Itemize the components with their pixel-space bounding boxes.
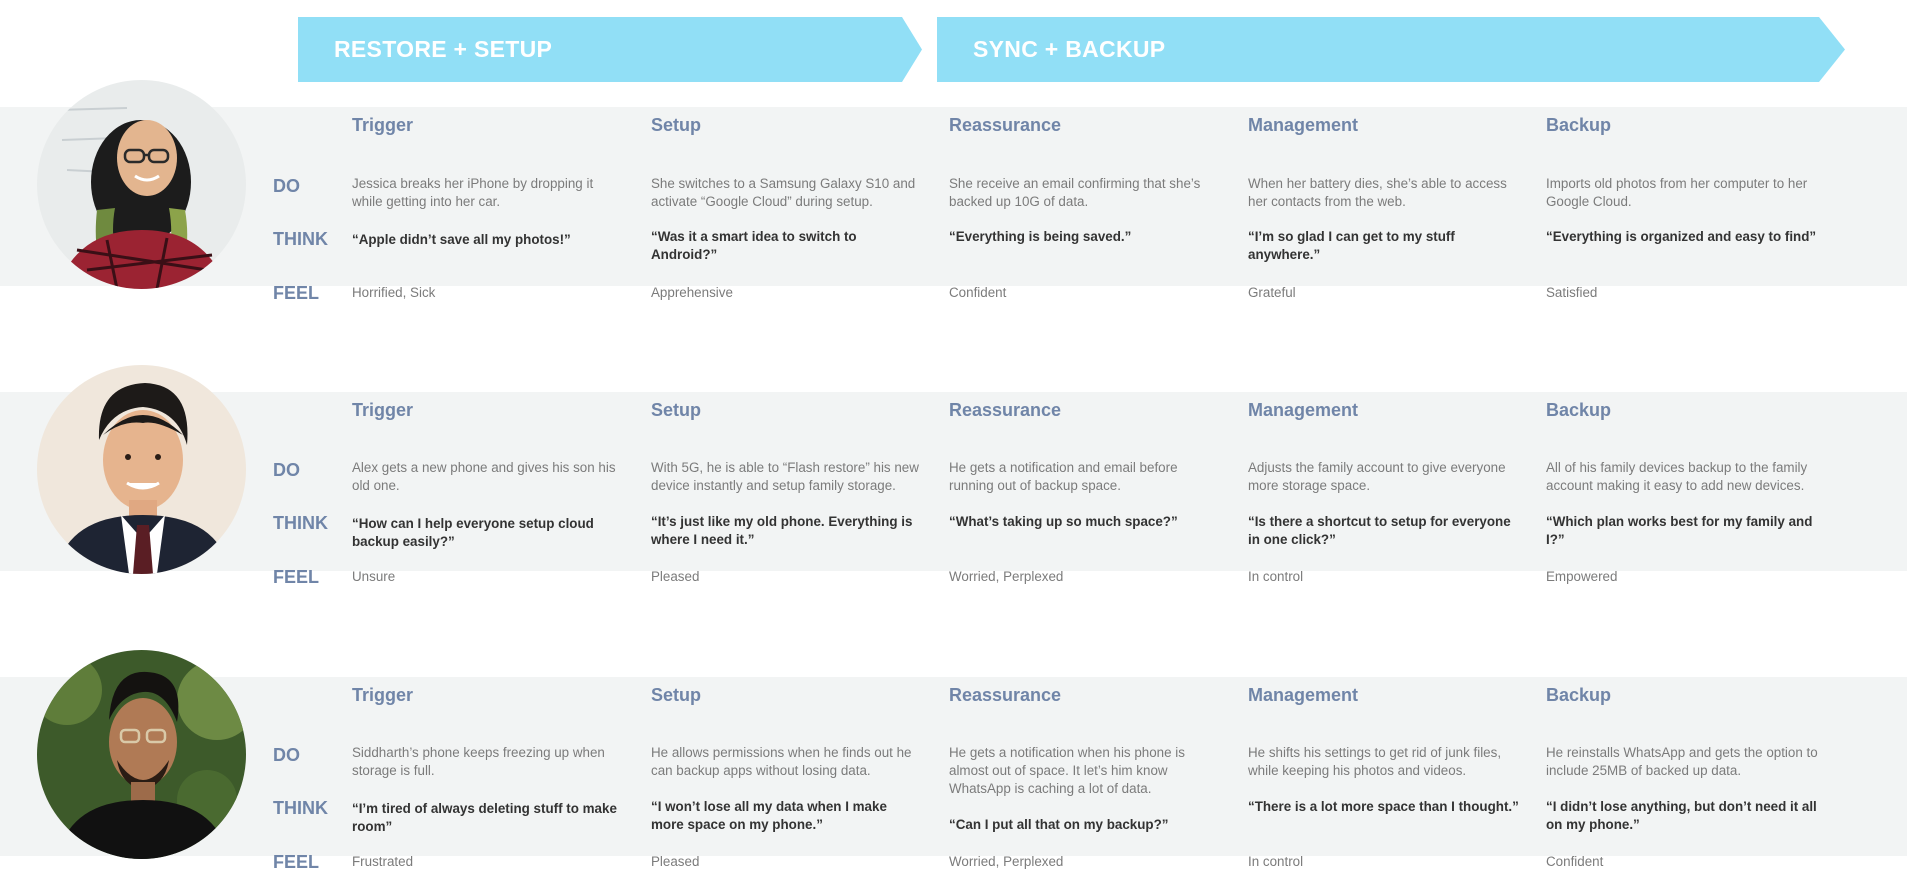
think-quote: “I’m so glad I can get to my stuff anywhere.” <box>1248 229 1455 262</box>
think-quote: “I didn’t lose anything, but don’t need it all on my phone.” <box>1546 799 1817 832</box>
do-text: All of his family devices backup to the family account making it easy to add new devices. <box>1546 460 1808 493</box>
stage-title: Backup <box>1546 400 1612 420</box>
do-text: When her battery dies, she’s able to access her contacts from the web. <box>1248 176 1507 209</box>
do-text: He allows permissions when he finds out he can backup apps without losing data. <box>651 745 912 778</box>
stage-title: Management <box>1248 400 1359 420</box>
row-label-feel: FEEL <box>273 852 320 872</box>
do-text: He reinstalls WhatsApp and gets the option to include 25MB of backed up data. <box>1546 745 1818 778</box>
avatar-jessica <box>37 80 246 289</box>
do-text: He gets a notification when his phone is almost out of space. It let’s him know WhatsApp is caching a lot of data. <box>949 745 1185 796</box>
think-quote: “What’s taking up so much space?” <box>949 514 1178 529</box>
do-text: Imports old photos from her computer to her Google Cloud. <box>1546 176 1808 209</box>
feel-text: Frustrated <box>352 854 414 869</box>
stage-title: Trigger <box>352 685 414 705</box>
feel-text: Worried, Perplexed <box>949 854 1064 869</box>
row-label-think: THINK <box>273 513 328 533</box>
think-quote: “There is a lot more space than I thought.” <box>1248 799 1519 814</box>
row-label-do: DO <box>273 460 300 480</box>
stage-title: Backup <box>1546 685 1612 705</box>
stage-title: Reassurance <box>949 400 1062 420</box>
think-quote: “Everything is organized and easy to find” <box>1546 229 1817 244</box>
feel-text: Horrified, Sick <box>352 285 436 300</box>
feel-text: Confident <box>949 285 1007 300</box>
feel-text: Grateful <box>1248 285 1296 300</box>
avatar-alex <box>37 365 246 574</box>
think-quote: “It’s just like my old phone. Everything is where I need it.” <box>651 514 913 547</box>
row-label-do: DO <box>273 176 300 196</box>
phase-label: RESTORE + SETUP <box>334 36 553 62</box>
stage-title: Backup <box>1546 115 1612 135</box>
row-label-think: THINK <box>273 229 328 249</box>
think-quote: “Was it a smart idea to switch to Android?” <box>651 229 857 262</box>
do-text: Alex gets a new phone and gives his son his old one. <box>352 460 616 493</box>
persona-row-siddharth <box>0 570 1907 872</box>
feel-text: Satisfied <box>1546 285 1598 300</box>
do-text: Adjusts the family account to give everyone more storage space. <box>1248 460 1506 493</box>
think-quote: “Can I put all that on my backup?” <box>949 817 1169 832</box>
avatar-siddharth <box>37 650 246 859</box>
feel-text: In control <box>1248 854 1304 869</box>
stage-title: Trigger <box>352 400 414 420</box>
feel-text: Apprehensive <box>651 285 733 300</box>
do-text: She receive an email confirming that she’s backed up 10G of data. <box>949 176 1201 209</box>
feel-text: In control <box>1248 569 1304 584</box>
row-label-think: THINK <box>273 798 328 818</box>
stage-title: Setup <box>651 115 702 135</box>
think-quote: “Everything is being saved.” <box>949 229 1132 244</box>
stage-title: Reassurance <box>949 685 1062 705</box>
feel-text: Unsure <box>352 569 396 584</box>
stage-title: Setup <box>651 685 702 705</box>
stage-title: Reassurance <box>949 115 1062 135</box>
think-quote: “Apple didn’t save all my photos!” <box>352 232 571 247</box>
think-quote: “Is there a shortcut to setup for everyone in one click?” <box>1248 514 1511 547</box>
do-text: She switches to a Samsung Galaxy S10 and activate “Google Cloud” during setup. <box>651 176 916 209</box>
stage-title: Management <box>1248 115 1359 135</box>
feel-text: Worried, Perplexed <box>949 569 1064 584</box>
think-quote: “I won’t lose all my data when I make more space on my phone.” <box>651 799 887 832</box>
do-text: He shifts his settings to get rid of junk files, while keeping his photos and videos. <box>1248 745 1502 778</box>
stage-title: Management <box>1248 685 1359 705</box>
feel-text: Pleased <box>651 569 700 584</box>
persona-row-alex <box>0 285 1907 587</box>
phase-label: SYNC + BACKUP <box>973 36 1166 62</box>
row-label-do: DO <box>273 745 300 765</box>
think-quote: “Which plan works best for my family and I?” <box>1546 514 1813 547</box>
do-text: With 5G, he is able to “Flash restore” his new device instantly and setup family storage. <box>651 460 919 493</box>
feel-text: Empowered <box>1546 569 1618 584</box>
think-quote: “How can I help everyone setup cloud backup easily?” <box>352 516 594 549</box>
persona-row-jessica <box>0 0 1907 303</box>
row-label-feel: FEEL <box>273 283 320 303</box>
feel-text: Pleased <box>651 854 700 869</box>
think-quote: “I’m tired of always deleting stuff to make room” <box>352 801 617 834</box>
row-label-feel: FEEL <box>273 567 320 587</box>
do-text: Siddharth’s phone keeps freezing up when storage is full. <box>352 745 605 778</box>
stage-title: Setup <box>651 400 702 420</box>
do-text: Jessica breaks her iPhone by dropping it while getting into her car. <box>352 176 594 209</box>
do-text: He gets a notification and email before running out of backup space. <box>949 460 1178 493</box>
feel-text: Confident <box>1546 854 1604 869</box>
stage-title: Trigger <box>352 115 414 135</box>
